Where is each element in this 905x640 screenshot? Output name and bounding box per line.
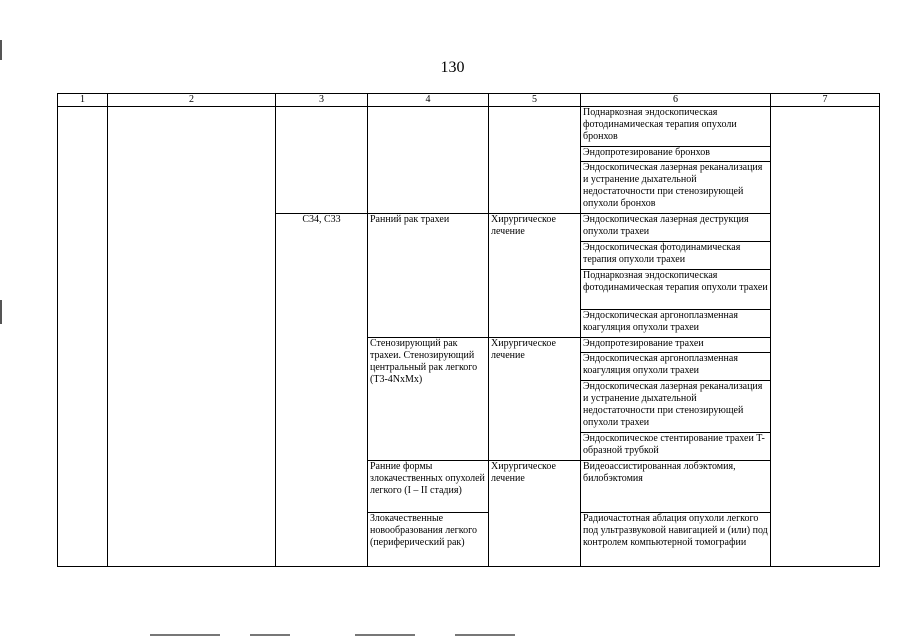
disease-cell: Стенозирующий рак трахеи. Стенозирующий центральный рак легкого (T3-4NxMx): [368, 338, 489, 461]
disease-cell: Злокачественные новообразования легкого (периферический рак): [368, 513, 489, 567]
method-cell: Эндопротезирование трахеи: [581, 338, 771, 353]
page-number: 130: [440, 59, 465, 76]
col2-cell: [108, 107, 276, 567]
icd-code-cell: С34, С33: [276, 214, 368, 567]
scan-artifact: [455, 634, 515, 636]
header-cell: 1: [58, 94, 108, 107]
header-cell: 3: [276, 94, 368, 107]
treatment-type-cell: Хирургическое лечение: [489, 338, 581, 461]
method-cell: Эндоскопическая лазерная реканализация и устранение дыхательной недостаточности при стенозирующей опухоли трахеи: [581, 381, 771, 433]
scan-artifact: [355, 634, 415, 636]
scan-artifact: [0, 300, 2, 324]
header-cell: 7: [771, 94, 880, 107]
header-cell: 4: [368, 94, 489, 107]
treatment-type-cell: Хирургическое лечение: [489, 214, 581, 338]
col5-cell: [489, 107, 581, 214]
method-cell: Эндоскопическая лазерная реканализация и устранение дыхательной недостаточности при стенозирующей опухоли бронхов: [581, 162, 771, 214]
scan-artifact: [0, 40, 2, 60]
method-cell: Эндопротезирование бронхов: [581, 147, 771, 162]
method-cell: Эндоскопическое стентирование трахеи T-образной трубкой: [581, 433, 771, 461]
table-row: [58, 107, 880, 147]
header-cell: 5: [489, 94, 581, 107]
header-cell: 6: [581, 94, 771, 107]
col1-cell: [58, 107, 108, 567]
scan-artifact: [150, 634, 220, 636]
header-cell: 2: [108, 94, 276, 107]
method-cell: Эндоскопическая фотодинамическая терапия опухоли трахеи: [581, 242, 771, 270]
disease-cell: Ранний рак трахеи: [368, 214, 489, 338]
disease-cell: Ранние формы злокачественных опухолей легкого (I – II стадия): [368, 461, 489, 513]
treatment-table: [57, 93, 880, 567]
method-cell: Поднаркозная эндоскопическая фотодинамическая терапия опухоли бронхов: [581, 107, 771, 147]
method-cell: Эндоскопическая лазерная деструкция опухоли трахеи: [581, 214, 771, 242]
header-row: [58, 94, 880, 107]
method-cell: Радиочастотная аблация опухоли легкого под ультразвуковой навигацией и (или) под контролем компьютерной томографии: [581, 513, 771, 567]
col4-cell: [368, 107, 489, 214]
col3-cell: [276, 107, 368, 214]
method-cell: Эндоскопическая аргоноплазменная коагуляция опухоли трахеи: [581, 353, 771, 381]
method-cell: Видеоассистированная лобэктомия, билобэктомия: [581, 461, 771, 513]
method-cell: Эндоскопическая аргоноплазменная коагуляция опухоли трахеи: [581, 310, 771, 338]
scan-artifact: [250, 634, 290, 636]
treatment-type-cell: Хирургическое лечение: [489, 461, 581, 567]
method-cell: Поднаркозная эндоскопическая фотодинамическая терапия опухоли трахеи: [581, 270, 771, 310]
col7-cell: [771, 107, 880, 567]
